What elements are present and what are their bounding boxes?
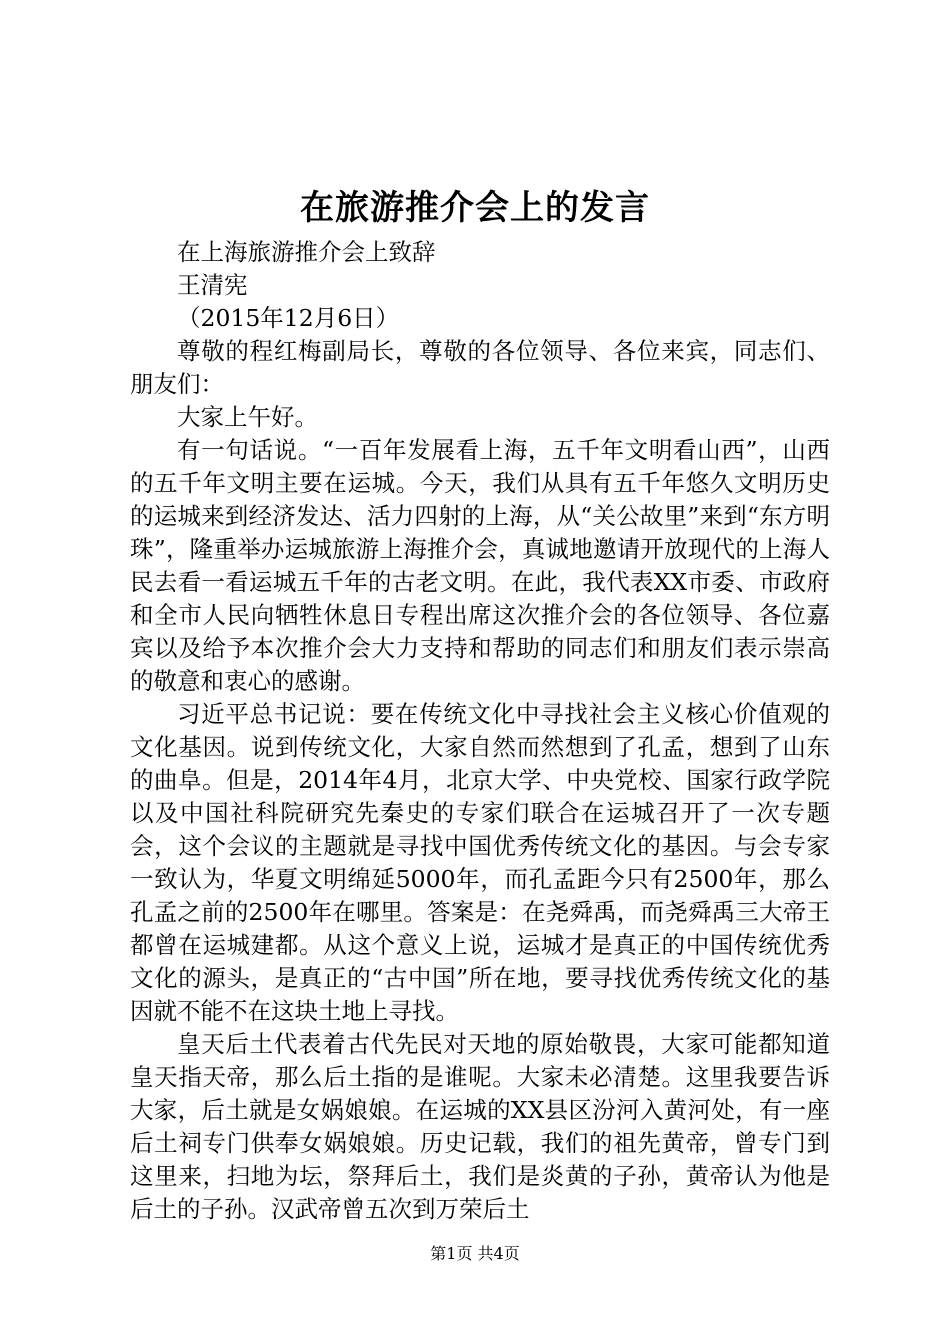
paragraph-body: 习近平总书记说：要在传统文化中寻找社会主义核心价值观的文化基因。说到传统文化，大家自然而然想到了孔孟，想到了山东的曲阜。但是，2014年4月，北京大学、中央党校、国家行政学院以及中国社科院研究先秦史的专家们联合在运城召开了一次专题会，这个会议的主题就是寻找中国优秀传统文化的基因。与会专家一致认为，华夏文明绵延5000年，而孔孟距今只有2500年，那么孔孟之前的2500年在哪里。答案是：在尧舜禹，而尧舜禹三大帝王都曾在运城建都。从这个意义上说，运城才是真正的中国传统优秀文化的源头，是真正的“古中国”所在地，要寻找优秀传统文化的基因就不能不在这块土地上寻找。 [130, 700, 830, 1025]
page-footer: 第1页 共4页 [430, 1244, 520, 1263]
document-body [130, 236, 830, 1226]
paragraph-salutation: 尊敬的程红梅副局长，尊敬的各位领导、各位来宾，同志们、朋友们： [130, 337, 830, 398]
paragraph-body: 有一句话说。“一百年发展看上海，五千年文明看山西”，山西的五千年文明主要在运城。今天，我们从具有五千年悠久文明历史的运城来到经济发达、活力四射的上海，从“关公故里”来到“东方明珠”，隆重举办运城旅游上海推介会，真诚地邀请开放现代的上海人民去看一看运城五千年的古老文明。在此，我代表XX市委、市政府和全市人民向牺牲休息日专程出席这次推介会的各位领导、各位嘉宾以及给予本次推介会大力支持和帮助的同志们和朋友们表示崇高的敬意和衷心的感谢。 [130, 436, 830, 695]
paragraph-subtitle: 在上海旅游推介会上致辞 [177, 238, 436, 266]
paragraph-greeting: 大家上午好。 [177, 403, 318, 431]
paragraph-date: （2015年12月6日） [177, 304, 400, 332]
paragraph-author: 王清宪 [177, 271, 248, 299]
paragraph-body: 皇天后土代表着古代先民对天地的原始敬畏，大家可能都知道皇天指天帝，那么后土指的是谁呢。大家未必清楚。这里我要告诉大家，后土就是女娲娘娘。在运城的XX县区汾河入黄河处，有一座后土祠专门供奉女娲娘娘。历史记载，我们的祖先黄帝，曾专门到这里来，扫地为坛，祭拜后土，我们是炎黄的子孙，黄帝认为他是后土的子孙。汉武帝曾五次到万荣后土 [130, 1030, 830, 1223]
document-title: 在旅游推介会上的发言 [300, 188, 650, 228]
